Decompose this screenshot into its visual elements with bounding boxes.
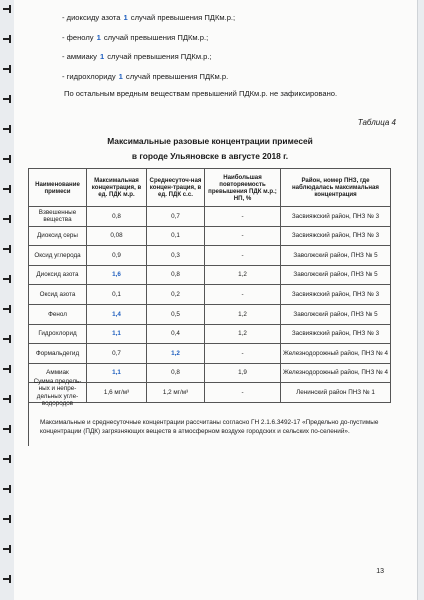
table-cell: Ленинский район ПНЗ № 1: [281, 383, 391, 403]
page-number: 13: [376, 568, 384, 575]
table-cell: -: [205, 207, 281, 227]
table-cell: 0,8: [147, 266, 205, 286]
header-cell: Наименование примеси: [29, 169, 87, 207]
table-cell: Засвияжский район, ПНЗ № 3: [281, 207, 391, 227]
table-cell: Оксид азота: [29, 285, 87, 305]
table-cell: 1,2: [147, 344, 205, 364]
table-cell: -: [205, 344, 281, 364]
table-cell: Засвияжский район, ПНЗ № 3: [281, 325, 391, 345]
table-cell: 0,9: [87, 246, 147, 266]
table-cell: Заволжский район, ПНЗ № 5: [281, 266, 391, 286]
table-cell: 1,9: [205, 364, 281, 384]
list-item: - диоксиду азота 1 случай превышения ПДКм.р.;: [62, 13, 236, 22]
table-cell: Железнодорожный район, ПНЗ № 4: [281, 364, 391, 384]
table-cell: Фенол: [29, 305, 87, 325]
summary-paragraph: По остальным вредным веществам превышений ПДКм.р. не зафиксировано.: [64, 89, 338, 98]
table-cell: Железнодорожный район, ПНЗ № 4: [281, 344, 391, 364]
table-cell: Диоксид азота: [29, 266, 87, 286]
table-number: Таблица 4: [357, 118, 396, 127]
table-cell: 0,3: [147, 246, 205, 266]
table-cell: Взвешенные вещества: [29, 207, 87, 227]
table-cell: Гидрохлорид: [29, 325, 87, 345]
exceedance-list: [62, 8, 235, 86]
footnote: Максимальные и среднесуточные концентрации рассчитаны согласно ГН 2.1.6.3492-17 «Предельно до-пустимые концентрации (ПДК) загрязняющих веществ в атмосферном воздухе городских и сельских по-селений».: [40, 419, 379, 435]
table-cell: Формальдегид: [29, 344, 87, 364]
table-cell: 1,2: [205, 266, 281, 286]
table-cell: 0,2: [147, 285, 205, 305]
table-cell: 0,7: [147, 207, 205, 227]
table-cell: Засвияжский район, ПНЗ № 3: [281, 285, 391, 305]
concentration-table: [28, 168, 391, 446]
table-cell: -: [205, 383, 281, 403]
table-cell: Сумма предель-ных и непре-дельных угле-водородов: [29, 383, 87, 403]
table-cell: Аммиак: [29, 364, 87, 384]
table-cell: 0,4: [147, 325, 205, 345]
table-cell: Оксид углерода: [29, 246, 87, 266]
list-item: - гидрохлориду 1 случай превышения ПДКм.р.: [62, 71, 229, 81]
list-item: - аммиаку 1 случай превышения ПДКм.р.;: [62, 52, 212, 61]
table-cell: 1,2: [205, 325, 281, 345]
header-cell: Среднесуточ-ная концен-трация, в ед. ПДК с.с.: [147, 169, 205, 207]
table-cell: 1,6: [87, 266, 147, 286]
table-cell: 0,7: [87, 344, 147, 364]
table-cell: 1,4: [87, 305, 147, 325]
table-cell: 1,1: [87, 325, 147, 345]
table-cell: 0,8: [87, 207, 147, 227]
table-cell: Заволжский район, ПНЗ № 5: [281, 305, 391, 325]
table-cell: 0,8: [147, 364, 205, 384]
table-cell: 0,1: [147, 227, 205, 247]
table-cell: Диоксид серы: [29, 227, 87, 247]
table-cell: 0,08: [87, 227, 147, 247]
list-item: - фенолу 1 случай превышения ПДКм.р.;: [62, 32, 209, 42]
table-cell: 0,5: [147, 305, 205, 325]
table-cell: Засвияжский район, ПНЗ № 3: [281, 227, 391, 247]
header-cell: Район, номер ПНЗ, где наблюдалась максимальная концентрация: [281, 169, 391, 207]
table-cell: 1,6 мг/м³: [87, 383, 147, 403]
table-cell: -: [205, 227, 281, 247]
binder-holes: [0, 0, 14, 600]
table-cell: 1,2: [205, 305, 281, 325]
header-cell: Максимальная концентрация, в ед. ПДК м.р.: [87, 169, 147, 207]
table-title: Максимальные разовые концентрации примесей в городе Ульяновске в августе 2018 г.: [107, 136, 313, 161]
table-cell: 0,1: [87, 285, 147, 305]
table-cell: -: [205, 285, 281, 305]
table-cell: -: [205, 246, 281, 266]
header-cell: Наибольшая повторяемость превышения ПДК м.р.; НП, %: [205, 169, 281, 207]
table-cell: 1,2 мг/м³: [147, 383, 205, 403]
table-cell: Заволжский район, ПНЗ № 5: [281, 246, 391, 266]
table-cell: 1,1: [87, 364, 147, 384]
